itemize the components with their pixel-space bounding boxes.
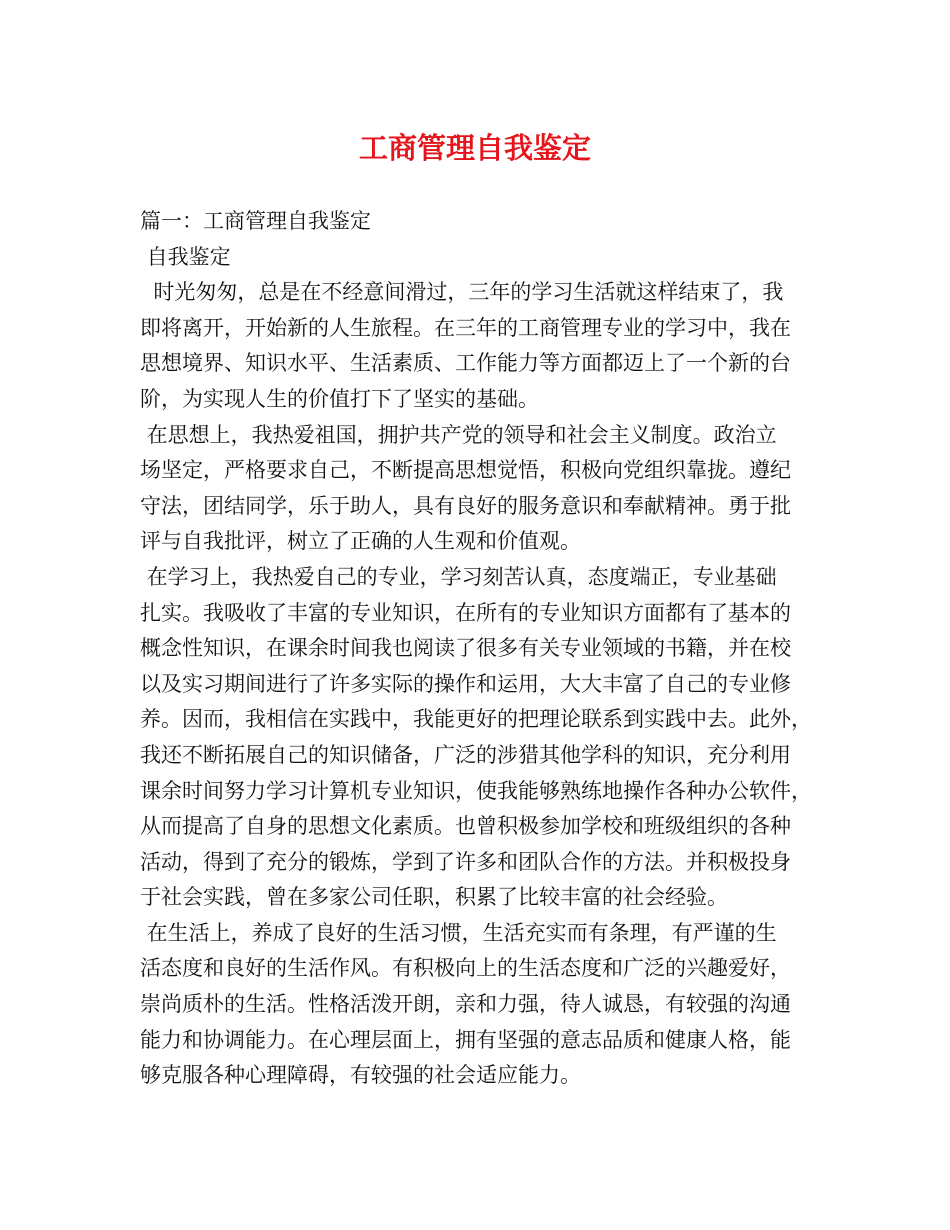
text-line: 我还不断拓展自己的知识储备，广泛的涉猎其他学科的知识，充分利用 (140, 742, 791, 767)
text-line: 概念性知识，在课余时间我也阅读了很多有关专业领域的书籍，并在校 (140, 636, 791, 661)
text-line: 活动，得到了充分的锻炼，学到了许多和团队合作的方法。并积极投身 (140, 849, 791, 874)
text-line: 扎实。我吸收了丰富的专业知识，在所有的专业知识方面都有了基本的 (140, 600, 791, 625)
text-line: 篇一：工商管理自我鉴定 (140, 209, 371, 233)
text-line: 以及实习期间进行了许多实际的操作和运用，大大丰富了自己的专业修 (140, 671, 791, 696)
text-line: 在学习上，我热爱自己的专业，学习刻苦认真，态度端正，专业基础 (140, 564, 777, 589)
text-line: 阶，为实现人生的价值打下了坚实的基础。 (140, 386, 539, 411)
text-line: 能力和协调能力。在心理层面上，拥有坚强的意志品质和健康人格，能 (140, 1027, 791, 1052)
text-line: 时光匆匆，总是在不经意间滑过，三年的学习生活就这样结束了，我 (140, 280, 784, 305)
text-line: 于社会实践，曾在多家公司任职，积累了比较丰富的社会经验。 (140, 885, 728, 910)
text-line: 在生活上，养成了良好的生活习惯，生活充实而有条理，有严谨的生 (140, 920, 777, 945)
text-line: 课余时间努力学习计算机专业知识，使我能够熟练地操作各种办公软件， (140, 778, 812, 803)
text-line: 从而提高了自身的思想文化素质。也曾积极参加学校和班级组织的各种 (140, 814, 791, 839)
text-line: 场坚定，严格要求自己，不断提高思想觉悟，积极向党组织靠拢。遵纪 (140, 458, 791, 483)
text-line: 思想境界、知识水平、生活素质、工作能力等方面都迈上了一个新的台 (140, 351, 791, 376)
text-line: 崇尚质朴的生活。性格活泼开朗，亲和力强，待人诚恳，有较强的沟通 (140, 992, 791, 1017)
text-line: 评与自我批评，树立了正确的人生观和价值观。 (140, 529, 581, 554)
text-line: 够克服各种心理障碍，有较强的社会适应能力。 (140, 1063, 581, 1088)
document-title: 工商管理自我鉴定 (358, 131, 591, 165)
text-line: 即将离开，开始新的人生旅程。在三年的工商管理专业的学习中，我在 (140, 315, 791, 340)
text-line: 在思想上，我热爱祖国，拥护共产党的领导和社会主义制度。政治立 (140, 422, 777, 447)
text-line: 守法，团结同学，乐于助人，具有良好的服务意识和奉献精神。勇于批 (140, 493, 791, 518)
text-line: 活态度和良好的生活作风。有积极向上的生活态度和广泛的兴趣爱好， (140, 956, 791, 981)
text-line: 自我鉴定 (140, 244, 231, 269)
text-line: 养。因而，我相信在实践中，我能更好的把理论联系到实践中去。此外， (140, 707, 812, 732)
document-body (140, 204, 830, 1094)
